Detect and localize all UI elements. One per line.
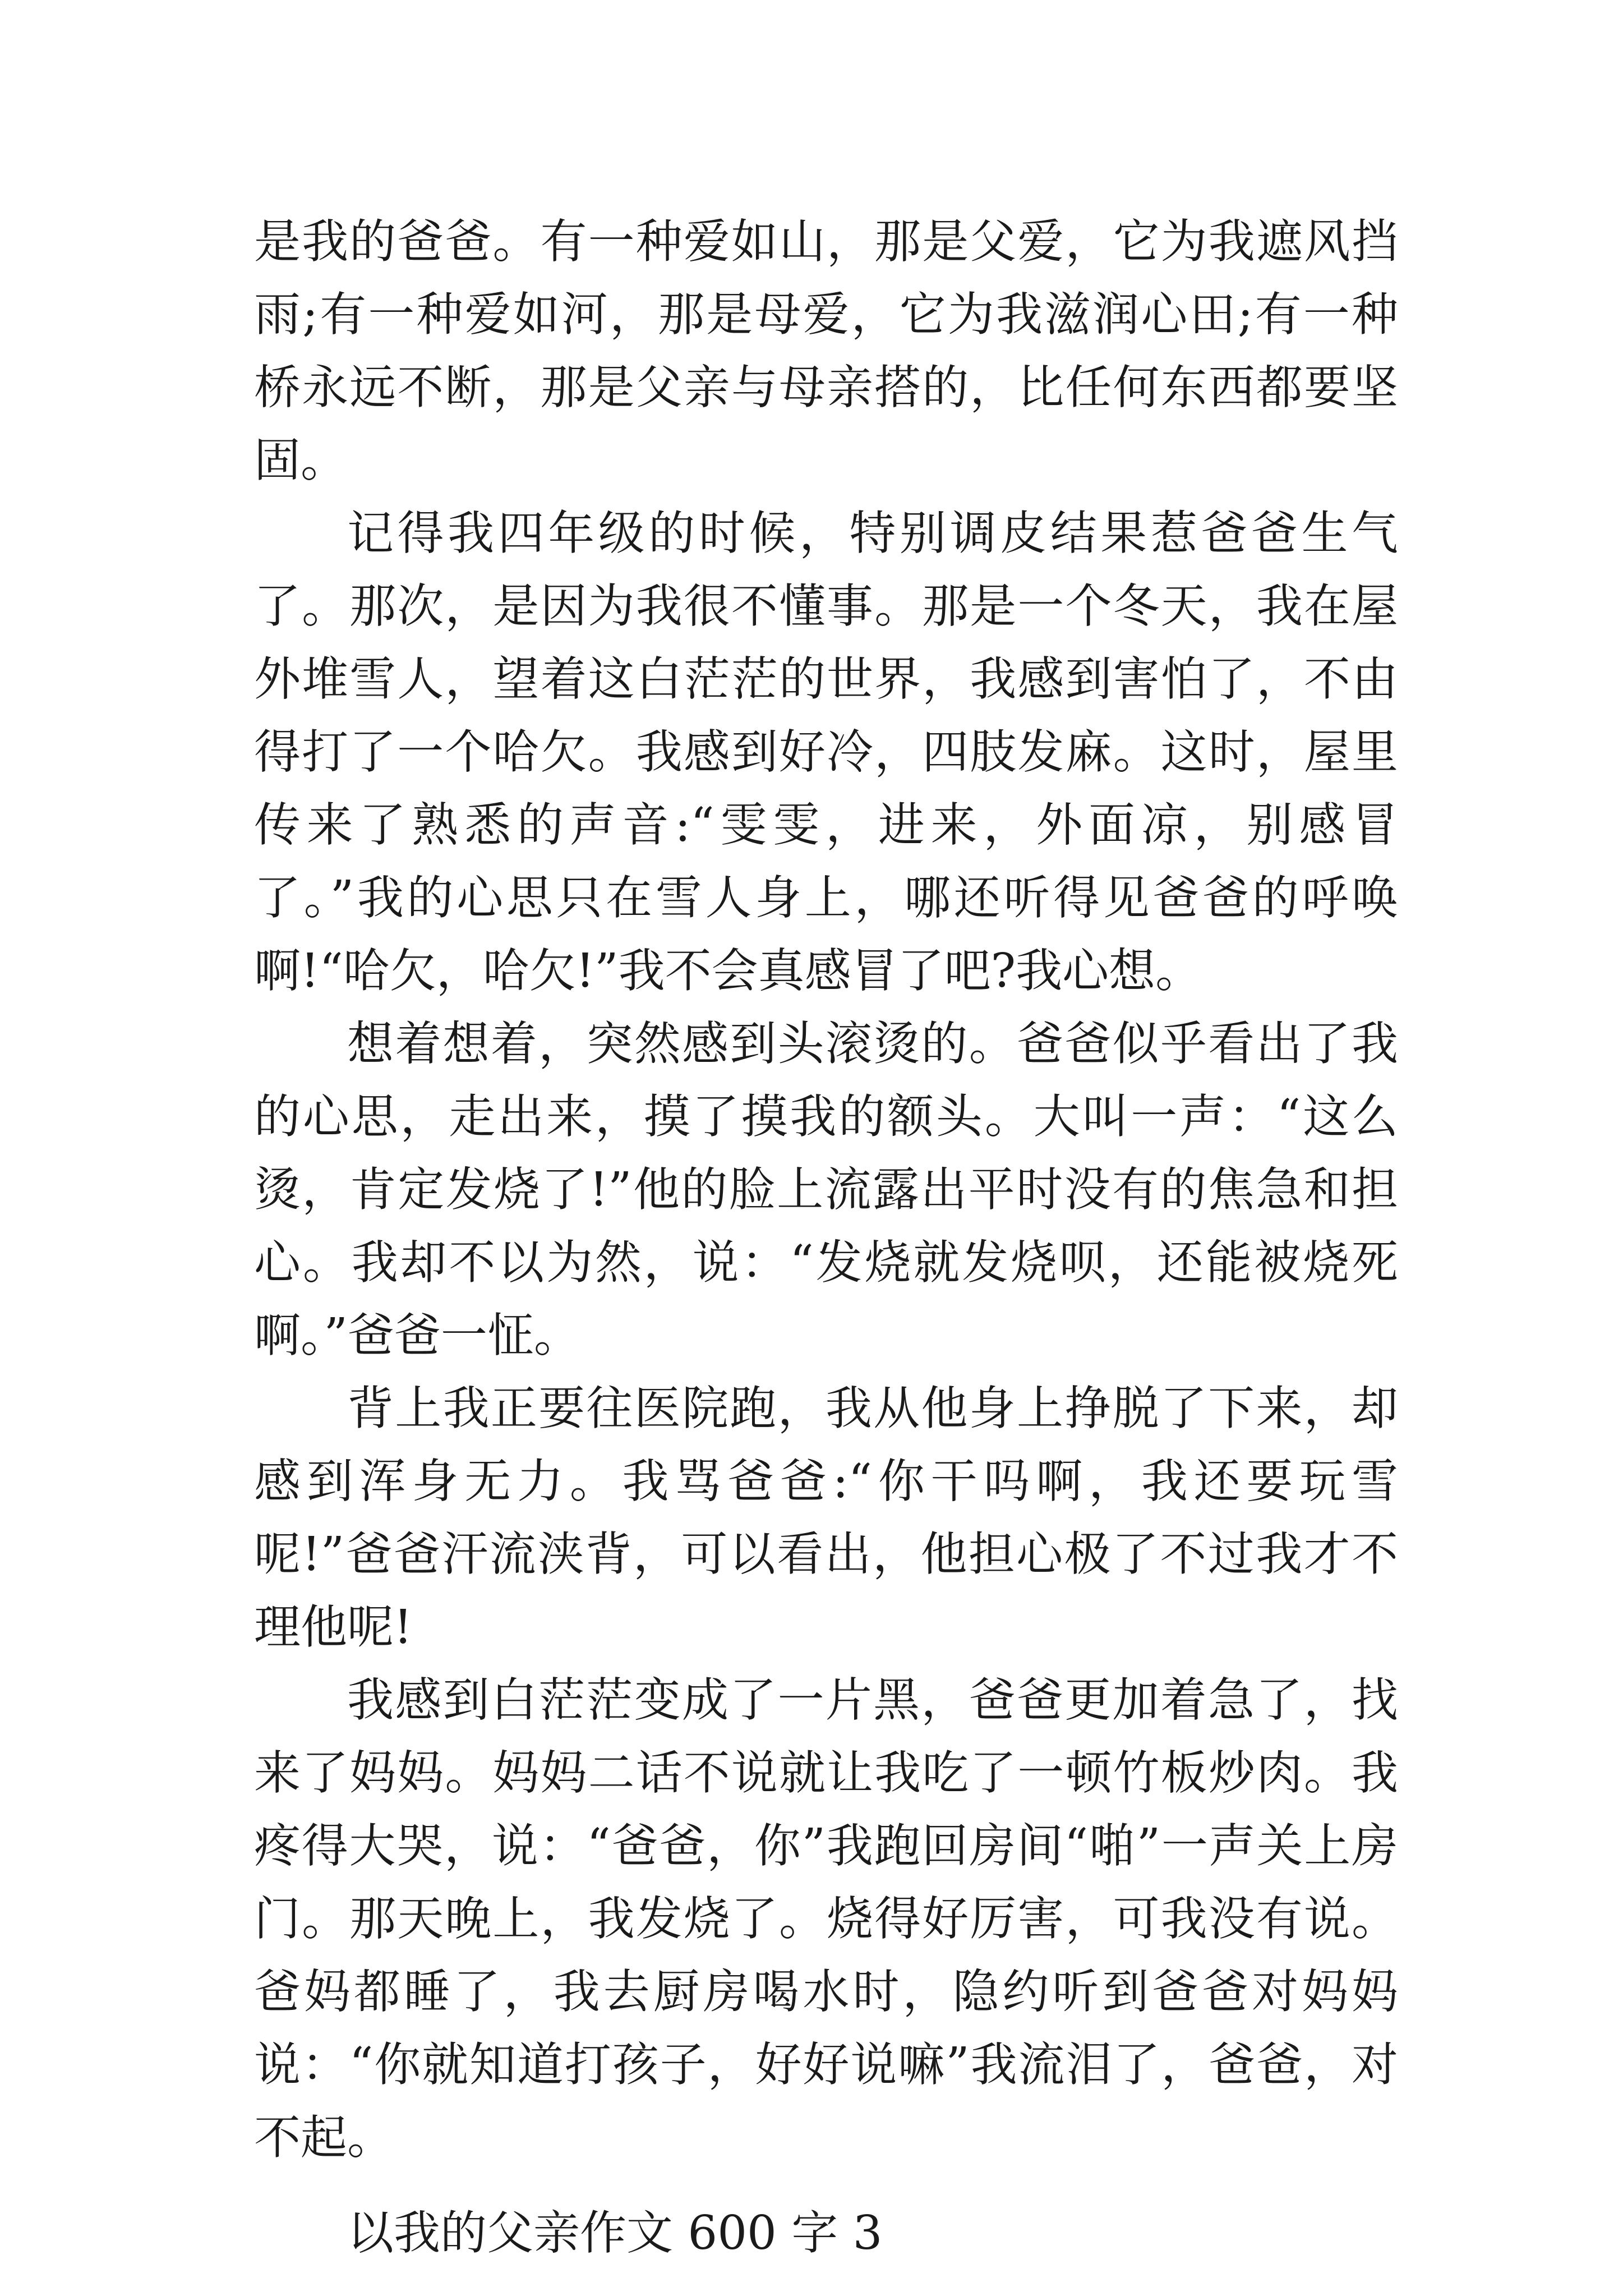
section-heading: 以我的父亲作文 600 字 3 — [347, 2206, 883, 2260]
essay-paragraph-1: 是我的爸爸。有一种爱如山，那是父爱，它为我遮风挡雨;有一种爱如河，那是母爱，它为我滋润心田;有一种桥永远不断，那是父亲与母亲搭的，比任何东西都要坚固。 — [254, 214, 1398, 487]
essay-paragraph-4: 背上我正要往医院跑，我从他身上挣脱了下来，却感到浑身无力。我骂爸爸:“你干吗啊，我还要玩雪呢!”爸爸汗流浃背，可以看出，他担心极了不过我才不理他呢! — [254, 1381, 1398, 1654]
essay-paragraph-3: 想着想着，突然感到头滚烫的。爸爸似乎看出了我的心思，走出来，摸了摸我的额头。大叫一声：“这么烫，肯定发烧了!”他的脸上流露出平时没有的焦急和担心。我却不以为然，说：“发烧就发烧呗，还能被烧死啊。”爸爸一怔。 — [254, 1016, 1398, 1363]
essay-body — [254, 205, 1398, 2270]
essay-paragraph-2: 记得我四年级的时候，特别调皮结果惹爸爸生气了。那次，是因为我很不懂事。那是一个冬天，我在屋外堆雪人，望着这白茫茫的世界，我感到害怕了，不由得打了一个哈欠。我感到好冷，四肢发麻。这时，屋里传来了熟悉的声音:“雯雯，进来，外面凉，别感冒了。”我的心思只在雪人身上，哪还听得见爸爸的呼唤啊!“哈欠，哈欠!”我不会真感冒了吧?我心想。 — [254, 506, 1398, 998]
essay-paragraph-5: 我感到白茫茫变成了一片黑，爸爸更加着急了，找来了妈妈。妈妈二话不说就让我吃了一顿竹板炒肉。我疼得大哭，说：“爸爸，你”我跑回房间“啪”一声关上房门。那天晚上，我发烧了。烧得好厉害，可我没有说。爸妈都睡了，我去厨房喝水时，隐约听到爸爸对妈妈说：“你就知道打孩子，好好说嘛”我流泪了，爸爸，对不起。 — [254, 1673, 1398, 2165]
